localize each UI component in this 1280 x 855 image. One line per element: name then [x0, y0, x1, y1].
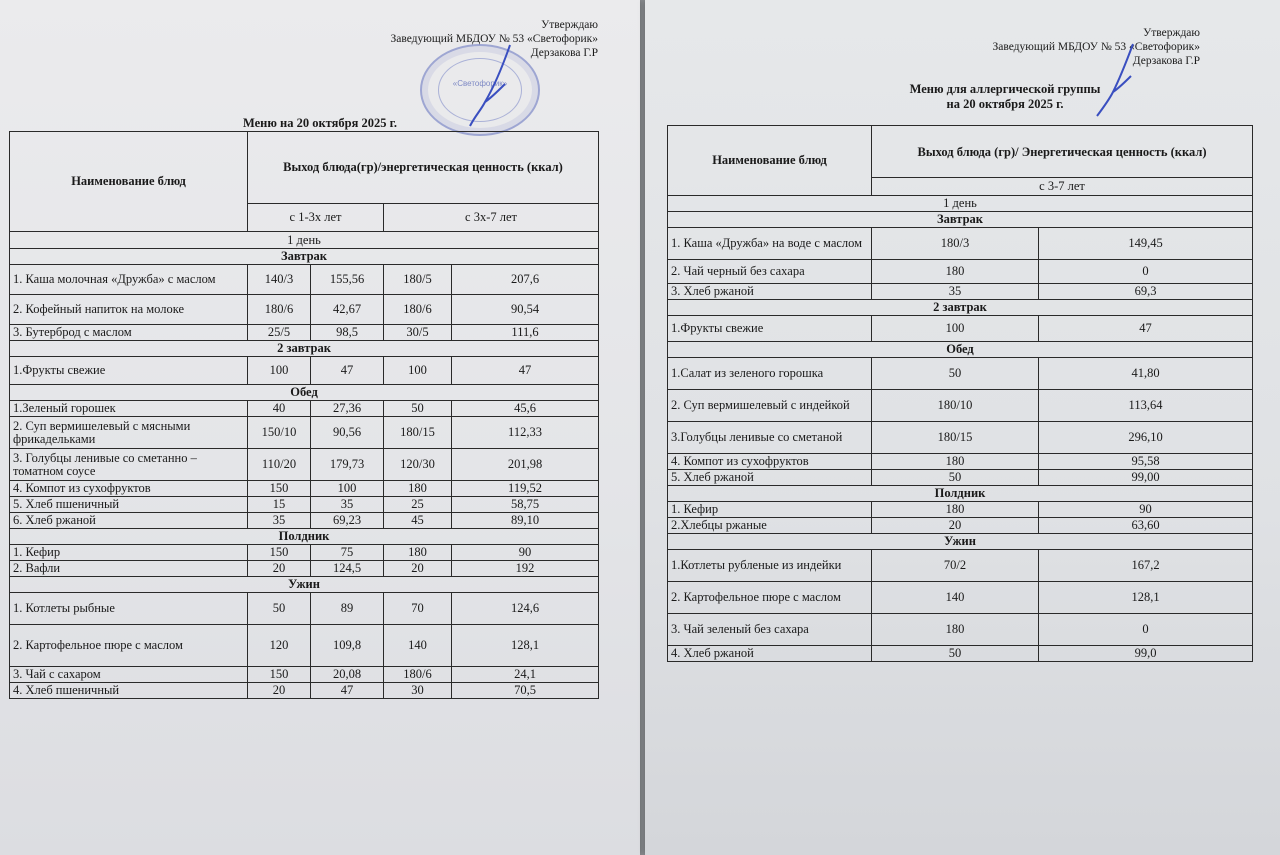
kcal-1-3: 89 [311, 593, 384, 625]
portion-3-7: 140 [384, 625, 452, 667]
approval-line-2: Заведующий МБДОУ № 53 «Светофорик» [390, 33, 598, 45]
kcal-3-7: 296,10 [1039, 422, 1253, 454]
dish-name: 1.Котлеты рубленые из индейки [668, 550, 872, 582]
section-row [10, 577, 599, 593]
table-row [10, 325, 599, 341]
portion-3-7: 30/5 [384, 325, 452, 341]
section-row [668, 300, 1253, 316]
kcal-3-7: 45,6 [452, 401, 599, 417]
dish-name: 1.Салат из зеленого горошка [668, 358, 872, 390]
portion-1-3: 140/3 [248, 265, 311, 295]
kcal-1-3: 155,56 [311, 265, 384, 295]
kcal-3-7: 113,64 [1039, 390, 1253, 422]
table-row [10, 295, 599, 325]
section-title: Ужин [668, 534, 1253, 550]
kcal-3-7: 90 [452, 545, 599, 561]
section-title: Ужин [10, 577, 599, 593]
kcal-3-7: 47 [452, 357, 599, 385]
portion-3-7: 20 [872, 518, 1039, 534]
table-row [668, 518, 1253, 534]
portion-1-3: 150 [248, 481, 311, 497]
dish-name: 3. Чай с сахаром [10, 667, 248, 683]
dish-name: 3. Бутерброд с маслом [10, 325, 248, 341]
section-row [668, 342, 1253, 358]
kcal-1-3: 90,56 [311, 417, 384, 449]
portion-3-7: 25 [384, 497, 452, 513]
kcal-3-7: 63,60 [1039, 518, 1253, 534]
table-row [668, 454, 1253, 470]
dish-name: 5. Хлеб пшеничный [10, 497, 248, 513]
section-row [10, 385, 599, 401]
kcal-3-7: 89,10 [452, 513, 599, 529]
dish-name: 1.Зеленый горошек [10, 401, 248, 417]
table-row [10, 667, 599, 683]
table-row [668, 316, 1253, 342]
section-title: Полдник [10, 529, 599, 545]
portion-1-3: 15 [248, 497, 311, 513]
table-row [10, 357, 599, 385]
portion-3-7: 100 [872, 316, 1039, 342]
dish-name: 1. Каша «Дружба» на воде с маслом [668, 228, 872, 260]
portion-3-7: 180 [872, 502, 1039, 518]
approval-line-2: Заведующий МБДОУ № 53 «Светофорик» [992, 41, 1200, 53]
portion-3-7: 180/6 [384, 295, 452, 325]
right-menu-sheet [645, 0, 1280, 855]
table-row [668, 646, 1253, 662]
kcal-3-7: 99,0 [1039, 646, 1253, 662]
portion-3-7: 70 [384, 593, 452, 625]
section-title: 2 завтрак [668, 300, 1253, 316]
portion-3-7: 180/15 [384, 417, 452, 449]
portion-3-7: 35 [872, 284, 1039, 300]
portion-1-3: 180/6 [248, 295, 311, 325]
kcal-3-7: 192 [452, 561, 599, 577]
portion-3-7: 180/6 [384, 667, 452, 683]
portion-1-3: 150 [248, 667, 311, 683]
left-menu-table [9, 131, 599, 699]
right-menu-table [667, 125, 1253, 662]
table-row [668, 582, 1253, 614]
portion-1-3: 35 [248, 513, 311, 529]
portion-3-7: 180 [872, 454, 1039, 470]
portion-3-7: 50 [872, 646, 1039, 662]
portion-1-3: 20 [248, 683, 311, 699]
portion-3-7: 180 [872, 614, 1039, 646]
approval-line-3: Дерзакова Г.Р [530, 47, 598, 59]
kcal-1-3: 100 [311, 481, 384, 497]
dish-name: 4. Хлеб пшеничный [10, 683, 248, 699]
portion-1-3: 50 [248, 593, 311, 625]
kcal-3-7: 128,1 [452, 625, 599, 667]
kcal-1-3: 124,5 [311, 561, 384, 577]
section-row [10, 341, 599, 357]
dish-name: 2. Вафли [10, 561, 248, 577]
portion-3-7: 70/2 [872, 550, 1039, 582]
table-row [668, 260, 1253, 284]
dish-name: 1.Фрукты свежие [10, 357, 248, 385]
portion-3-7: 45 [384, 513, 452, 529]
table-row [668, 228, 1253, 260]
kcal-3-7: 112,33 [452, 417, 599, 449]
section-row [668, 534, 1253, 550]
table-row [10, 513, 599, 529]
kcal-1-3: 20,08 [311, 667, 384, 683]
kcal-3-7: 90 [1039, 502, 1253, 518]
dish-name: 2. Картофельное пюре с маслом [10, 625, 248, 667]
portion-3-7: 180 [384, 481, 452, 497]
table-row [10, 683, 599, 699]
portion-3-7: 20 [384, 561, 452, 577]
table-row [10, 481, 599, 497]
dish-name: 1. Котлеты рыбные [10, 593, 248, 625]
portion-1-3: 120 [248, 625, 311, 667]
dish-name: 3.Голубцы ленивые со сметаной [668, 422, 872, 454]
portion-3-7: 120/30 [384, 449, 452, 481]
kcal-1-3: 69,23 [311, 513, 384, 529]
kcal-1-3: 27,36 [311, 401, 384, 417]
dish-name: 1.Фрукты свежие [668, 316, 872, 342]
portion-3-7: 180/5 [384, 265, 452, 295]
portion-1-3: 150 [248, 545, 311, 561]
kcal-3-7: 128,1 [1039, 582, 1253, 614]
col-header-name: Наименование блюд [668, 126, 872, 196]
menu-title [845, 82, 1165, 112]
menu-title-line-2: на 20 октября 2025 г. [946, 97, 1064, 111]
portion-3-7: 180 [384, 545, 452, 561]
section-row [10, 529, 599, 545]
day-label: 1 день [10, 232, 599, 249]
kcal-3-7: 111,6 [452, 325, 599, 341]
kcal-3-7: 167,2 [1039, 550, 1253, 582]
dish-name: 4. Компот из сухофруктов [10, 481, 248, 497]
table-row [668, 390, 1253, 422]
dish-name: 3. Чай зеленый без сахара [668, 614, 872, 646]
col-header-name: Наименование блюд [10, 132, 248, 232]
kcal-1-3: 179,73 [311, 449, 384, 481]
menu-title-line-1: Меню для аллергической группы [909, 82, 1101, 96]
table-row [668, 358, 1253, 390]
day-row [668, 196, 1253, 212]
portion-3-7: 30 [384, 683, 452, 699]
portion-3-7: 180 [872, 260, 1039, 284]
dish-name: 3. Хлеб ржаной [668, 284, 872, 300]
dish-name: 4. Хлеб ржаной [668, 646, 872, 662]
portion-1-3: 100 [248, 357, 311, 385]
dish-name: 2. Чай черный без сахара [668, 260, 872, 284]
kcal-3-7: 47 [1039, 316, 1253, 342]
section-title: Завтрак [668, 212, 1253, 228]
table-row [10, 497, 599, 513]
table-row [668, 284, 1253, 300]
dish-name: 4. Компот из сухофруктов [668, 454, 872, 470]
table-row [668, 614, 1253, 646]
approval-line-3: Дерзакова Г.Р [1132, 55, 1200, 67]
dish-name: 2. Кофейный напиток на молоке [10, 295, 248, 325]
kcal-3-7: 149,45 [1039, 228, 1253, 260]
dish-name: 1. Каша молочная «Дружба» с маслом [10, 265, 248, 295]
kcal-3-7: 41,80 [1039, 358, 1253, 390]
kcal-3-7: 124,6 [452, 593, 599, 625]
table-row [668, 470, 1253, 486]
kcal-3-7: 99,00 [1039, 470, 1253, 486]
portion-3-7: 100 [384, 357, 452, 385]
day-label: 1 день [668, 196, 1253, 212]
table-row [10, 561, 599, 577]
portion-3-7: 50 [872, 358, 1039, 390]
portion-1-3: 40 [248, 401, 311, 417]
dish-name: 2.Хлебцы ржаные [668, 518, 872, 534]
portion-3-7: 180/15 [872, 422, 1039, 454]
kcal-3-7: 70,5 [452, 683, 599, 699]
dish-name: 2. Суп вермишелевый с мясными фрикадельками [10, 417, 248, 449]
approval-line-1: Утверждаю [541, 19, 598, 31]
table-row [668, 550, 1253, 582]
kcal-3-7: 0 [1039, 260, 1253, 284]
approval-line-1: Утверждаю [1143, 27, 1200, 39]
menu-title: Меню на 20 октября 2025 г. [242, 116, 398, 130]
kcal-3-7: 119,52 [452, 481, 599, 497]
table-row [10, 593, 599, 625]
kcal-3-7: 0 [1039, 614, 1253, 646]
section-title: Полдник [668, 486, 1253, 502]
kcal-3-7: 90,54 [452, 295, 599, 325]
table-row [668, 502, 1253, 518]
kcal-3-7: 207,6 [452, 265, 599, 295]
dish-name: 2. Картофельное пюре с маслом [668, 582, 872, 614]
col-header-age-1-3: с 1-3х лет [248, 204, 384, 232]
kcal-1-3: 98,5 [311, 325, 384, 341]
kcal-1-3: 75 [311, 545, 384, 561]
dish-name: 5. Хлеб ржаной [668, 470, 872, 486]
dish-name: 1. Кефир [10, 545, 248, 561]
table-row [10, 401, 599, 417]
col-header-output: Выход блюда(гр)/энергетическая ценность (ккал) [248, 132, 599, 204]
dish-name: 6. Хлеб ржаной [10, 513, 248, 529]
section-row [10, 249, 599, 265]
kcal-1-3: 35 [311, 497, 384, 513]
portion-1-3: 20 [248, 561, 311, 577]
kcal-3-7: 201,98 [452, 449, 599, 481]
table-row [10, 417, 599, 449]
kcal-3-7: 58,75 [452, 497, 599, 513]
stamp-text: «Светофорик» [452, 79, 508, 89]
table-row [10, 625, 599, 667]
portion-1-3: 25/5 [248, 325, 311, 341]
kcal-1-3: 47 [311, 357, 384, 385]
portion-3-7: 180/10 [872, 390, 1039, 422]
kcal-3-7: 69,3 [1039, 284, 1253, 300]
dish-name: 3. Голубцы ленивые со сметанно –томатном соусе [10, 449, 248, 481]
section-row [668, 212, 1253, 228]
dish-name: 1. Кефир [668, 502, 872, 518]
kcal-1-3: 42,67 [311, 295, 384, 325]
portion-3-7: 180/3 [872, 228, 1039, 260]
portion-1-3: 150/10 [248, 417, 311, 449]
col-header-age-3-7: с 3х-7 лет [384, 204, 599, 232]
table-row [668, 422, 1253, 454]
col-header-age-3-7: с 3-7 лет [872, 178, 1253, 196]
table-row [10, 449, 599, 481]
col-header-output: Выход блюда (гр)/ Энергетическая ценность (ккал) [872, 126, 1253, 178]
kcal-3-7: 95,58 [1039, 454, 1253, 470]
portion-3-7: 50 [872, 470, 1039, 486]
section-title: 2 завтрак [10, 341, 599, 357]
section-row [668, 486, 1253, 502]
section-title: Обед [10, 385, 599, 401]
portion-1-3: 110/20 [248, 449, 311, 481]
kcal-1-3: 109,8 [311, 625, 384, 667]
section-title: Обед [668, 342, 1253, 358]
portion-3-7: 140 [872, 582, 1039, 614]
portion-3-7: 50 [384, 401, 452, 417]
dish-name: 2. Суп вермишелевый с индейкой [668, 390, 872, 422]
table-row [10, 545, 599, 561]
table-row [10, 265, 599, 295]
kcal-1-3: 47 [311, 683, 384, 699]
section-title: Завтрак [10, 249, 599, 265]
kcal-3-7: 24,1 [452, 667, 599, 683]
day-row [10, 232, 599, 249]
